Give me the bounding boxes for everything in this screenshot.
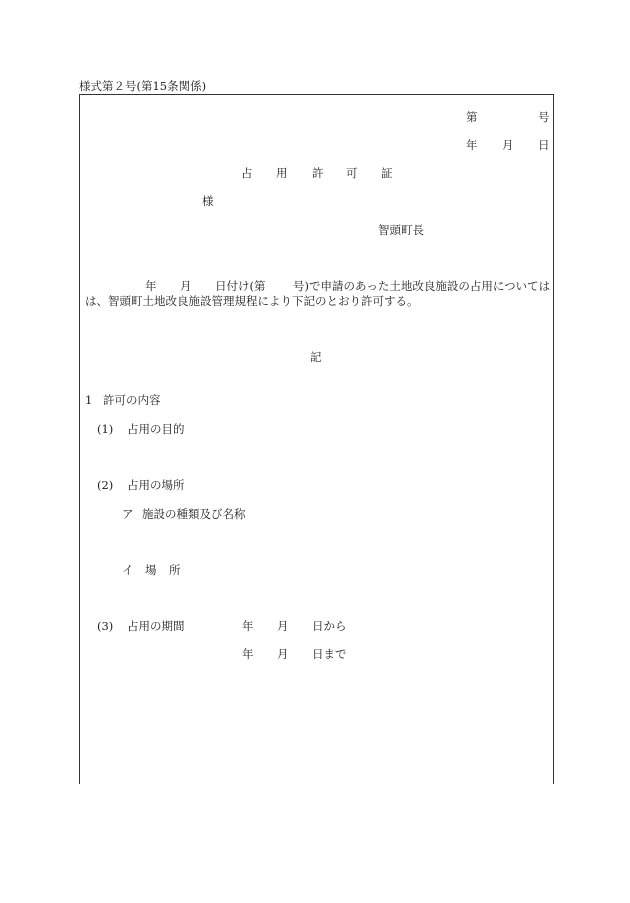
body-line1-rest: 号)で申請のあった土地改良施設の占用については bbox=[293, 279, 551, 293]
item1-label: 占用の目的 bbox=[127, 422, 185, 436]
title-char-5: 証 bbox=[381, 166, 393, 180]
issuer-name: 智頭町長 bbox=[378, 223, 424, 237]
title-char-4: 可 bbox=[346, 166, 358, 180]
item3-label: 占用の期間 bbox=[127, 619, 185, 633]
section1-number: 1 bbox=[85, 393, 93, 407]
date-tsuki: 月 bbox=[502, 138, 514, 152]
item2-sub-a-kana: ア bbox=[122, 507, 134, 521]
title-char-1: 占 bbox=[241, 166, 253, 180]
body-tsuki: 月 bbox=[180, 279, 192, 293]
item2-sub-a-label: 施設の種類及び名称 bbox=[142, 507, 246, 521]
date-nen: 年 bbox=[466, 138, 478, 152]
body-line2: は、智頭町土地改良施設管理規程により下記のとおり許可する。 bbox=[85, 294, 419, 308]
addressee-honorific: 様 bbox=[202, 194, 214, 208]
date-hi: 日 bbox=[538, 138, 550, 152]
item3-number: (3) bbox=[97, 619, 114, 633]
item3-from-suffix: 日から bbox=[312, 619, 347, 633]
item2-number: (2) bbox=[97, 478, 114, 492]
body-nen: 年 bbox=[145, 279, 157, 293]
title-char-3: 許 bbox=[312, 166, 324, 180]
document-frame bbox=[79, 94, 554, 784]
body-hitsuke: 日付け(第 bbox=[215, 279, 266, 293]
number-dai: 第 bbox=[466, 110, 478, 124]
item3-to-suffix: 日まで bbox=[312, 647, 347, 661]
section1-title: 許可の内容 bbox=[103, 393, 161, 407]
item2-sub-i-label-a: 場 bbox=[145, 563, 157, 577]
ki-heading: 記 bbox=[310, 350, 322, 364]
item3-to-nen: 年 bbox=[242, 647, 254, 661]
title-char-2: 用 bbox=[276, 166, 288, 180]
item3-from-nen: 年 bbox=[242, 619, 254, 633]
item3-from-tsuki: 月 bbox=[277, 619, 289, 633]
item3-to-tsuki: 月 bbox=[277, 647, 289, 661]
item2-sub-i-label-b: 所 bbox=[169, 563, 181, 577]
item2-sub-i-kana: イ bbox=[122, 563, 134, 577]
item1-number: (1) bbox=[97, 422, 114, 436]
form-label: 様式第２号(第15条関係) bbox=[79, 79, 207, 93]
item2-label: 占用の場所 bbox=[127, 478, 185, 492]
number-go: 号 bbox=[538, 110, 550, 124]
